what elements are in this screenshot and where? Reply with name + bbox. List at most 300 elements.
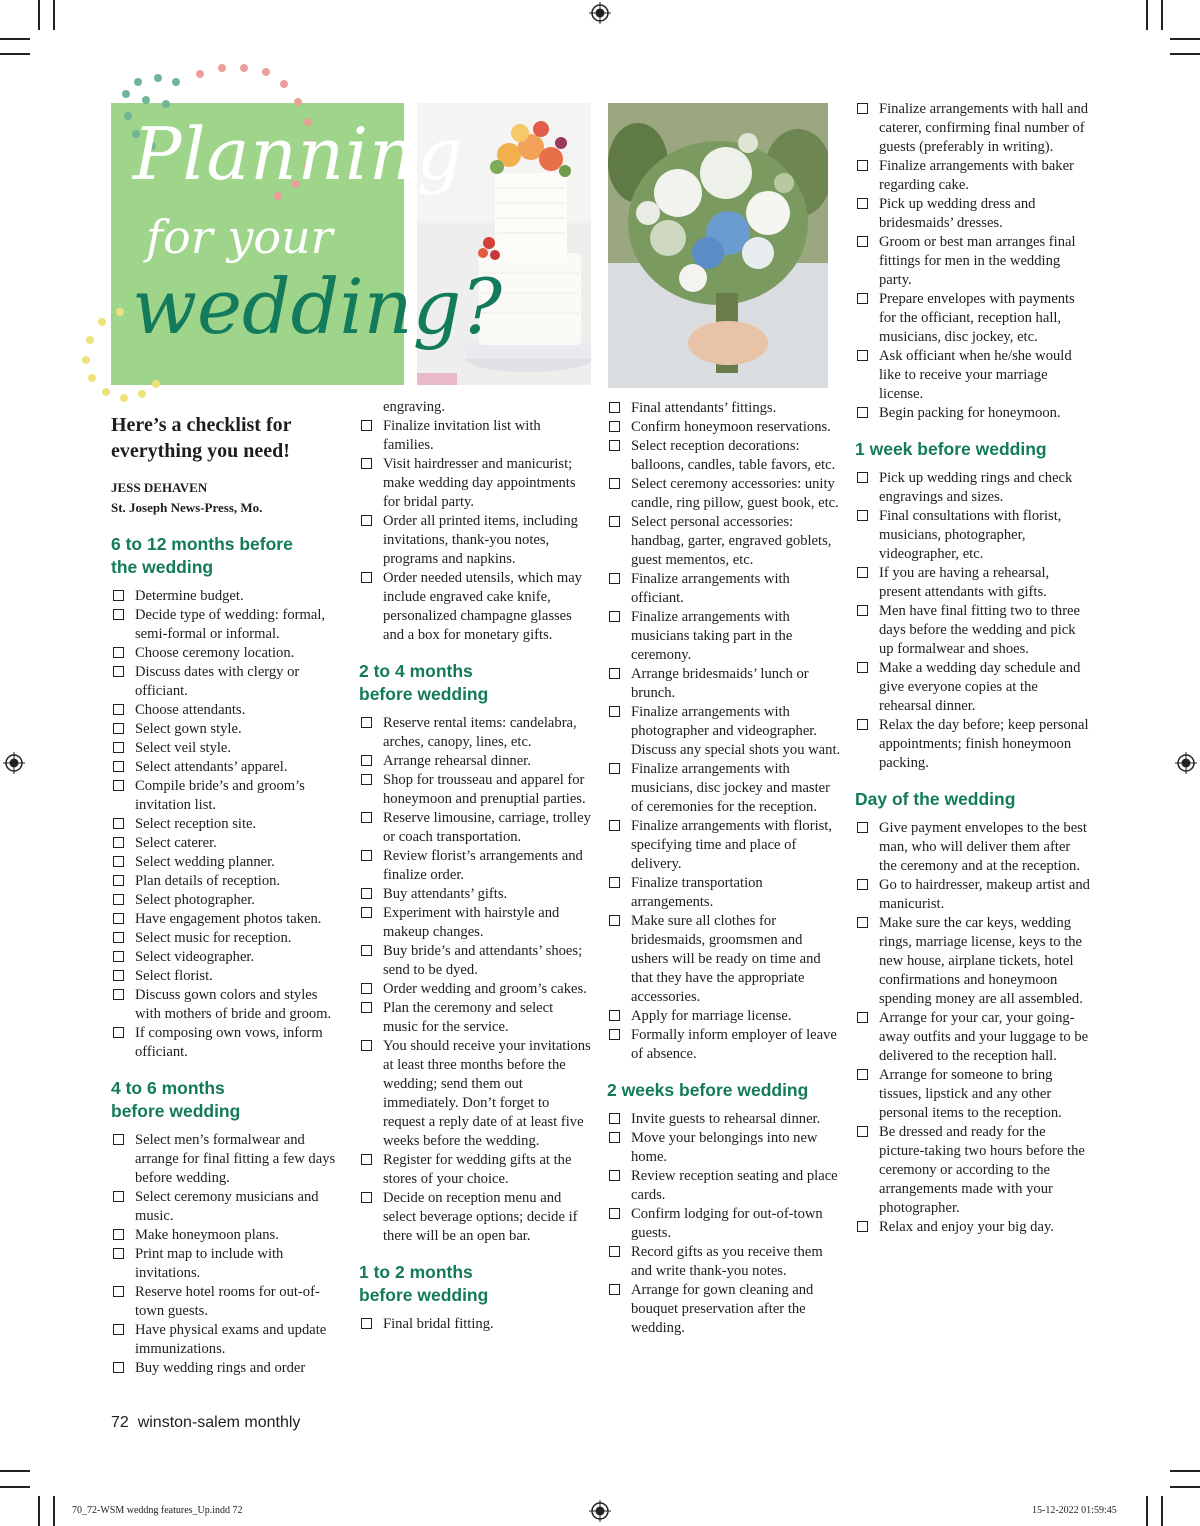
checkbox-icon[interactable] [361,774,372,785]
checkbox-icon[interactable] [609,1284,620,1295]
checklist-item[interactable] [111,644,343,663]
checklist-item[interactable] [359,904,591,942]
checklist-item[interactable] [111,1245,343,1283]
checkbox-icon[interactable] [857,198,868,209]
checklist-item[interactable] [359,942,591,980]
checklist-item-label: Arrange rehearsal dinner. [383,753,531,769]
section-2-4-months [359,660,591,1246]
subhead: Here’s a checklist for everything you need! [111,414,292,462]
checkbox-icon[interactable] [361,717,372,728]
crop-mark [1161,0,1163,30]
checklist-item[interactable] [607,912,843,1007]
column-4 [855,100,1091,1252]
checklist-item-label: Select attendants’ apparel. [135,759,288,775]
section-heading: 2 weeks before wedding [607,1080,809,1100]
page-number: 72 [111,1414,129,1431]
byline [111,478,262,518]
checkbox-icon[interactable] [361,515,372,526]
checklist-item[interactable] [359,809,591,847]
section-1-2-months [359,1261,591,1334]
checkbox-icon[interactable] [113,590,124,601]
checklist-item[interactable] [359,1037,591,1151]
checkbox-icon[interactable] [609,763,620,774]
checklist-item[interactable] [607,399,843,418]
checkbox-icon[interactable] [361,1318,372,1329]
crop-mark [1146,0,1148,30]
crop-mark [0,1486,30,1488]
checklist-item[interactable] [855,1009,1091,1066]
section-2-weeks-continued [855,100,1091,423]
checklist-item[interactable] [111,758,343,777]
checklist-item[interactable] [111,891,343,910]
checklist-item[interactable] [111,948,343,967]
checkbox-icon[interactable] [113,1027,124,1038]
section-4-6-months-continued [359,398,591,645]
checkbox-icon[interactable] [857,407,868,418]
checkbox-icon[interactable] [609,1170,620,1181]
checkbox-icon[interactable] [857,1221,868,1232]
checkbox-icon[interactable] [113,875,124,886]
checklist [111,1131,343,1378]
checkbox-icon[interactable] [857,350,868,361]
section-heading: 1 to 2 months before wedding [359,1262,489,1305]
checklist-item[interactable] [359,771,591,809]
checkbox-icon[interactable] [857,1012,868,1023]
checklist-item-label: Make sure all clothes for bridesmaids, groomsmen and ushers will be ready on time and that they have the appropriate accessories. [631,913,821,1005]
checklist-item[interactable] [111,929,343,948]
section-heading: 2 to 4 months before wedding [359,661,489,704]
checklist-item-label: Final consultations with florist, musicians, photographer, videographer, etc. [879,508,1062,562]
checklist-item-label: Plan the ceremony and select music for the service. [383,1000,554,1035]
checklist-item-label: Finalize arrangements with photographer and videographer. Discuss any special shots you want. [631,704,841,758]
checklist-item-label: Select florist. [135,968,213,984]
checklist-item[interactable] [855,819,1091,876]
checklist-item-label: Arrange for someone to bring tissues, lipstick and any other personal items to the reception. [879,1067,1062,1121]
checklist-item-label: Order needed utensils, which may include engraved cake knife, personalized champagne glasses and a box for monetary gifts. [383,570,582,643]
checkbox-icon[interactable] [857,662,868,673]
crop-mark [0,38,30,40]
crop-mark [1170,1470,1200,1472]
checklist-item-label: Reserve hotel rooms for out-of-town guests. [135,1284,320,1319]
checkbox-icon[interactable] [857,605,868,616]
checkbox-icon[interactable] [609,1132,620,1143]
checkbox-icon[interactable] [609,440,620,451]
checkbox-icon[interactable] [609,1113,620,1124]
crop-mark [38,0,40,30]
checklist-item-label: Select veil style. [135,740,232,756]
checkbox-icon[interactable] [857,103,868,114]
checklist-item[interactable] [359,455,591,512]
checklist-item[interactable] [855,659,1091,716]
checklist-item[interactable] [855,347,1091,404]
checklist-item[interactable] [607,1205,843,1243]
checklist-item[interactable] [855,195,1091,233]
checkbox-icon[interactable] [113,742,124,753]
checklist-item[interactable] [855,507,1091,564]
checkbox-icon[interactable] [609,820,620,831]
checklist-item-label: Select personal accessories: handbag, garter, engraved goblets, guest mementos, etc. [631,514,832,568]
section-1-2-months-continued [607,399,843,1064]
checkbox-icon[interactable] [361,983,372,994]
checkbox-icon[interactable] [857,567,868,578]
section-4-6-months [111,1077,343,1378]
checklist-item[interactable] [111,606,343,644]
checklist-item[interactable] [111,1024,343,1062]
checklist-item[interactable] [359,417,591,455]
checklist-item-label: Begin packing for honeymoon. [879,405,1061,421]
checklist-item[interactable] [359,752,591,771]
title-line-3: wedding? [132,262,502,351]
checklist-item[interactable] [111,815,343,834]
checklist-item-label: Buy wedding rings and order [135,1360,306,1376]
checklist-item[interactable] [607,475,843,513]
checklist-item-label: Order all printed items, including invitations, thank-you notes, programs and napkins. [383,513,578,567]
checkbox-icon[interactable] [113,704,124,715]
checkbox-icon[interactable] [113,1362,124,1373]
checklist [359,417,591,645]
checklist-item[interactable] [111,910,343,929]
checklist-item-label: Register for wedding gifts at the stores of your choice. [383,1152,572,1187]
checkbox-icon[interactable] [609,668,620,679]
crop-mark [1170,53,1200,55]
checklist-item[interactable] [855,233,1091,290]
checklist-item-label: Groom or best man arranges final fittings for men in the wedding party. [879,234,1076,288]
checklist-item[interactable] [111,739,343,758]
checkbox-icon[interactable] [857,293,868,304]
checklist-item-label: Give payment envelopes to the best man, who will deliver them after the ceremony and at the reception. [879,820,1087,874]
checklist-item[interactable] [855,564,1091,602]
checklist-item[interactable] [607,817,843,874]
checklist [855,819,1091,1237]
checkbox-icon[interactable] [609,706,620,717]
checkbox-icon[interactable] [857,472,868,483]
registration-mark-icon [589,1500,611,1522]
checklist-item[interactable] [607,608,843,665]
checklist-item[interactable] [607,513,843,570]
checkbox-icon[interactable] [361,1002,372,1013]
checkbox-icon[interactable] [361,755,372,766]
checkbox-icon[interactable] [113,1248,124,1259]
checkbox-icon[interactable] [609,516,620,527]
checklist-item[interactable] [607,1026,843,1064]
checklist [359,1315,591,1334]
checklist-item-label: If composing own vows, inform officiant. [135,1025,323,1060]
checklist-item[interactable] [111,701,343,720]
checklist-item[interactable] [607,665,843,703]
checklist-item[interactable] [855,1218,1091,1237]
checklist-item-label: Print map to include with invitations. [135,1246,284,1281]
checklist-item-label: Buy bride’s and attendants’ shoes; send to be dyed. [383,943,583,978]
checkbox-icon[interactable] [113,1191,124,1202]
checkbox-icon[interactable] [857,510,868,521]
checkbox-icon[interactable] [857,822,868,833]
checklist-item[interactable] [359,980,591,999]
crop-mark [53,0,55,30]
author-name: JESS DEHAVEN [111,480,208,495]
checklist-item[interactable] [607,1007,843,1026]
checkbox-icon[interactable] [361,572,372,583]
checklist-item[interactable] [359,569,591,645]
checklist-item[interactable] [111,986,343,1024]
checklist-item[interactable] [607,418,843,437]
registration-mark-icon [3,752,25,774]
checkbox-icon[interactable] [113,989,124,1000]
checklist-item-label: Reserve limousine, carriage, trolley or coach transportation. [383,810,591,845]
checklist [111,587,343,1062]
checklist-item-label: Select ceremony musicians and music. [135,1189,319,1224]
checkbox-icon[interactable] [113,647,124,658]
checklist-item[interactable] [111,720,343,739]
checkbox-icon[interactable] [361,850,372,861]
crop-mark [1161,1496,1163,1526]
section-6-12-months [111,533,343,1062]
checklist-item-label: Formally inform employer of leave of absence. [631,1027,837,1062]
registration-mark-icon [1175,752,1197,774]
checkbox-icon[interactable] [609,611,620,622]
checklist-item-label: Invite guests to rehearsal dinner. [631,1111,821,1127]
checkbox-icon[interactable] [361,458,372,469]
checklist-item[interactable] [359,714,591,752]
checklist-item[interactable] [607,760,843,817]
checkbox-icon[interactable] [113,856,124,867]
checklist-item[interactable] [855,404,1091,423]
checkbox-icon[interactable] [857,1126,868,1137]
checklist-item[interactable] [111,1359,343,1378]
checkbox-icon[interactable] [113,666,124,677]
checkbox-icon[interactable] [361,907,372,918]
checklist-item-label: Make honeymoon plans. [135,1227,279,1243]
continued-item: engraving. [383,399,446,415]
checklist-item-label: Reserve rental items: candelabra, arches, canopy, lines, etc. [383,715,577,750]
checkbox-icon[interactable] [609,421,620,432]
author-source: St. Joseph News-Press, Mo. [111,500,263,515]
checkbox-icon[interactable] [857,719,868,730]
checklist-item[interactable] [607,1243,843,1281]
checklist-item-label: Finalize arrangements with musicians, disc jockey and master of ceremonies for the reception. [631,761,830,815]
crop-mark [1170,38,1200,40]
section-day-of [855,788,1091,1237]
column-3 [607,399,843,1353]
checklist-item[interactable] [855,290,1091,347]
checkbox-icon[interactable] [113,894,124,905]
checklist-item-label: Final bridal fitting. [383,1316,494,1332]
checklist-item[interactable] [607,1281,843,1338]
checklist-item[interactable] [359,512,591,569]
checklist-item-label: Arrange for gown cleaning and bouquet preservation after the wedding. [631,1282,814,1336]
checkbox-icon[interactable] [857,236,868,247]
checklist-item[interactable] [111,853,343,872]
checklist-item-label: Select wedding planner. [135,854,275,870]
checklist-item-label: Confirm honeymoon reservations. [631,419,831,435]
checkbox-icon[interactable] [113,970,124,981]
checkbox-icon[interactable] [113,723,124,734]
checkbox-icon[interactable] [609,573,620,584]
checklist-item-label: Review florist’s arrangements and finalize order. [383,848,583,883]
checklist [855,469,1091,773]
checklist-item-label: Buy attendants’ gifts. [383,886,508,902]
section-heading: 4 to 6 months before wedding [111,1078,241,1121]
checklist-item-label: Relax and enjoy your big day. [879,1219,1054,1235]
checklist-item-label: Review reception seating and place cards. [631,1168,838,1203]
crop-mark [0,53,30,55]
checklist [607,399,843,1064]
checklist-item-label: Plan details of reception. [135,873,281,889]
checklist-item-label: Select videographer. [135,949,255,965]
title-line-1: Planning [133,112,464,196]
checklist-item-label: Finalize arrangements with officiant. [631,571,790,606]
checkbox-icon[interactable] [113,780,124,791]
checklist-item[interactable] [359,1315,591,1334]
checklist-item[interactable] [111,1321,343,1359]
checkbox-icon[interactable] [113,1286,124,1297]
checklist-item[interactable] [855,914,1091,1009]
checkbox-icon[interactable] [113,913,124,924]
checkbox-icon[interactable] [609,1208,620,1219]
checklist-item[interactable] [111,587,343,606]
checkbox-icon[interactable] [361,812,372,823]
checkbox-icon[interactable] [609,402,620,413]
checklist-item-label: Have engagement photos taken. [135,911,322,927]
checklist-item-label: Go to hairdresser, makeup artist and manicurist. [879,877,1090,912]
checklist-item-label: Have physical exams and update immunizations. [135,1322,327,1357]
section-heading: Day of the wedding [855,789,1016,809]
page-folio [111,1414,300,1432]
publication-name: winston-salem monthly [137,1414,301,1431]
checklist-item-label: Select caterer. [135,835,217,851]
crop-mark [38,1496,40,1526]
checklist-item-label: Compile bride’s and groom’s invitation list. [135,778,305,813]
checklist-item[interactable] [111,1226,343,1245]
checkbox-icon[interactable] [361,1040,372,1051]
checklist-item[interactable] [607,437,843,475]
checkbox-icon[interactable] [609,1246,620,1257]
checkbox-icon[interactable] [857,160,868,171]
checkbox-icon[interactable] [609,877,620,888]
checkbox-icon[interactable] [361,888,372,899]
checklist-item[interactable] [607,1110,843,1129]
checklist-item-label: Men have final fitting two to three days before the wedding and pick up formalwear and shoes. [879,603,1081,657]
checklist-item-label: Choose attendants. [135,702,246,718]
checklist-item-label: Decide on reception menu and select beverage options; decide if there will be an open bar. [383,1190,578,1244]
registration-mark-icon [589,2,611,24]
checklist-item[interactable] [359,885,591,904]
checkbox-icon[interactable] [361,1154,372,1165]
checkbox-icon[interactable] [113,818,124,829]
checklist-item[interactable] [855,1123,1091,1218]
checklist-item-label: Finalize arrangements with florist, specifying time and place of delivery. [631,818,833,872]
checkbox-icon[interactable] [361,420,372,431]
checklist-item[interactable] [855,100,1091,157]
checklist-item-label: Select photographer. [135,892,255,908]
slug-date: 15-12-2022 01:59:45 [1032,1505,1117,1516]
checklist-item[interactable] [359,1189,591,1246]
checkbox-icon[interactable] [113,951,124,962]
checklist-item-label: Select gown style. [135,721,242,737]
checklist-item-label: Select ceremony accessories: unity candle, ring pillow, guest book, etc. [631,476,839,511]
checklist-item-label: Arrange for your car, your going-away outfits and your luggage to be delivered to the reception hall. [879,1010,1089,1064]
checkbox-icon[interactable] [609,478,620,489]
checkbox-icon[interactable] [361,1192,372,1203]
checkbox-icon[interactable] [857,879,868,890]
checklist [359,714,591,1246]
checklist-item[interactable] [111,834,343,853]
checklist-item-label: Finalize arrangements with baker regarding cake. [879,158,1074,193]
checklist-item-label: Experiment with hairstyle and makeup changes. [383,905,560,940]
checklist-item-label: Make a wedding day schedule and give everyone copies at the rehearsal dinner. [879,660,1081,714]
crop-mark [1146,1496,1148,1526]
checklist [855,100,1091,423]
checkbox-icon[interactable] [609,915,620,926]
checkbox-icon[interactable] [113,1324,124,1335]
checkbox-icon[interactable] [113,761,124,772]
checkbox-icon[interactable] [609,1010,620,1021]
crop-mark [53,1496,55,1526]
checklist-item-label: Confirm lodging for out-of-town guests. [631,1206,823,1241]
checklist-item[interactable] [111,1283,343,1321]
checkbox-icon[interactable] [113,1229,124,1240]
checklist-item-label: Move your belongings into new home. [631,1130,818,1165]
checklist [607,1110,843,1338]
column-2 [359,398,591,1349]
checklist-item-label: Determine budget. [135,588,244,604]
checklist-item[interactable] [855,716,1091,773]
checklist-item[interactable] [359,847,591,885]
crop-mark [0,1470,30,1472]
checklist-item-label: Final attendants’ fittings. [631,400,777,416]
checkbox-icon[interactable] [857,1069,868,1080]
checkbox-icon[interactable] [113,1134,124,1145]
checklist-item[interactable] [607,874,843,912]
checklist-item-label: Finalize arrangements with hall and caterer, confirming final number of guests (preferably in writing). [879,101,1089,155]
checklist-item-label: Select men’s formalwear and arrange for final fitting a few days before wedding. [135,1132,336,1186]
checklist-item-label: Finalize invitation list with families. [383,418,541,453]
checklist-item[interactable] [359,1151,591,1189]
checklist-item[interactable] [855,1066,1091,1123]
checklist-item[interactable] [855,876,1091,914]
checkbox-icon[interactable] [361,945,372,956]
checklist-item[interactable] [111,872,343,891]
checkbox-icon[interactable] [609,1029,620,1040]
bouquet-photo [608,103,828,388]
checklist-item[interactable] [359,999,591,1037]
checklist-item[interactable] [855,157,1091,195]
checklist-item-label: Pick up wedding dress and bridesmaids’ dresses. [879,196,1036,231]
checklist-item-label: Record gifts as you receive them and write thank-you notes. [631,1244,823,1279]
checklist-item[interactable] [855,602,1091,659]
bouquet-photo-icon [608,103,828,388]
checklist-item[interactable] [111,777,343,815]
checklist-item[interactable] [111,1131,343,1188]
checklist-item[interactable] [111,1188,343,1226]
section-heading: 6 to 12 months before the wedding [111,534,293,577]
checklist-item-label: Decide type of wedding: formal, semi-formal or informal. [135,607,326,642]
checklist-item[interactable] [607,1167,843,1205]
checklist-item-label: Relax the day before; keep personal appointments; finish honeymoon packing. [879,717,1089,771]
checklist-item-label: Choose ceremony location. [135,645,295,661]
checklist-item-label: Prepare envelopes with payments for the officiant, reception hall, musicians, disc jockey, etc. [879,291,1075,345]
checklist-item[interactable] [607,570,843,608]
checkbox-icon[interactable] [113,609,124,620]
checklist-item-label: Make sure the car keys, wedding rings, marriage license, keys to the new house, airplane tickets, hotel confirmations and honeymoon spending money are all assembled. [879,915,1083,1007]
checklist-item[interactable] [855,469,1091,507]
checkbox-icon[interactable] [113,837,124,848]
checklist-item[interactable] [607,703,843,760]
checklist-item[interactable] [607,1129,843,1167]
checklist-item[interactable] [111,967,343,986]
checkbox-icon[interactable] [113,932,124,943]
checklist-item[interactable] [111,663,343,701]
checkbox-icon[interactable] [857,917,868,928]
